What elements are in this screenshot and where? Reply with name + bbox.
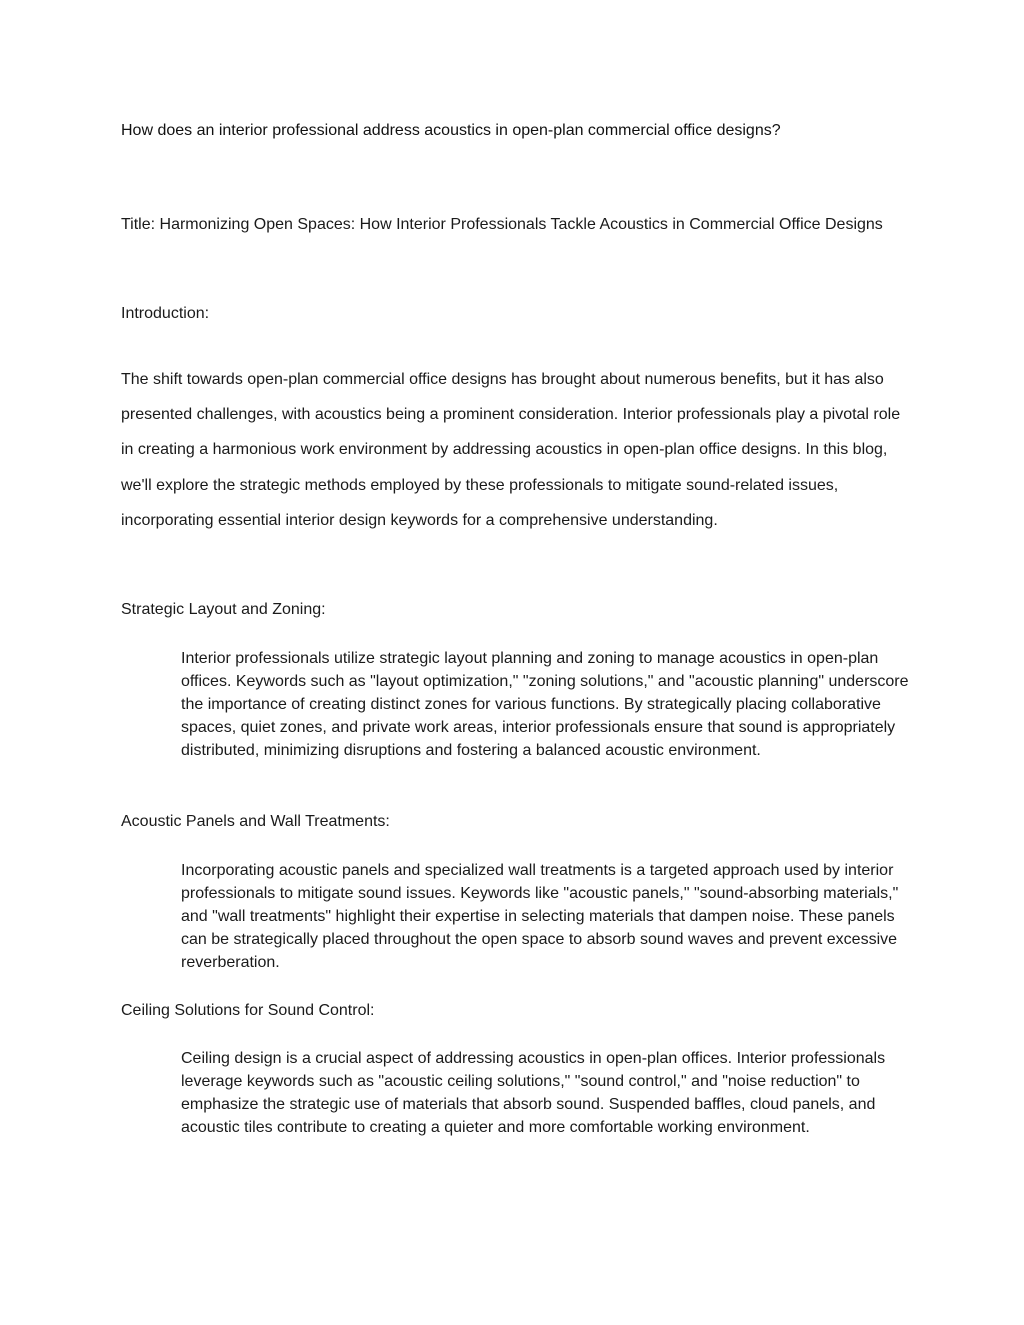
document-title: Title: Harmonizing Open Spaces: How Interior Professionals Tackle Acoustics in Commercial Office Designs — [121, 216, 883, 233]
introduction-paragraph: The shift towards open-plan commercial office designs has brought about numerous benefits, but it has also presented challenges, with acoustics being a prominent consideration. Interior professionals play a pivotal role in creating a harmonious work environment by addressing acoustics in open-plan office designs. In this blog, we'll explore the strategic methods employed by these professionals to mitigate sound-related issues, incorporating essential interior design keywords for a comprehensive understanding. — [121, 371, 901, 529]
section-heading-acoustic-panels: Acoustic Panels and Wall Treatments: — [121, 813, 390, 830]
section-body-acoustic-panels: Incorporating acoustic panels and specialized wall treatments is a targeted approach used by interior professionals to mitigate sound issues. Keywords like "acoustic panels," "sound-absorbing materials," and "wall treatments" highlight their expertise in selecting materials that dampen noise. These panels can be strategically placed throughout the open space to absorb sound waves and prevent excessive reverberation. — [181, 862, 899, 972]
introduction-heading: Introduction: — [121, 305, 210, 322]
section-body-ceiling-solutions: Ceiling design is a crucial aspect of addressing acoustics in open-plan offices. Interior professionals leverage keywords such as "acoustic ceiling solutions," "sound control," and "noise reduction" to emphasize the strategic use of materials that absorb sound. Suspended baffles, cloud panels, and acoustic tiles contribute to creating a quieter and more comfortable working environment. — [181, 1050, 886, 1137]
question-text: How does an interior professional address acoustics in open-plan commercial office designs? — [121, 122, 781, 139]
section-heading-ceiling-solutions: Ceiling Solutions for Sound Control: — [121, 1002, 375, 1019]
section-heading-layout-zoning: Strategic Layout and Zoning: — [121, 601, 326, 618]
section-body-layout-zoning: Interior professionals utilize strategic layout planning and zoning to manage acoustics in open-plan offices. Keywords such as "layout optimization," "zoning solutions," and "acoustic planning" underscore the importance of creating distinct zones for various functions. By strategically placing collaborative spaces, quiet zones, and private work areas, interior professionals ensure that sound is appropriately distributed, minimizing disruptions and fostering a balanced acoustic environment. — [181, 650, 909, 760]
